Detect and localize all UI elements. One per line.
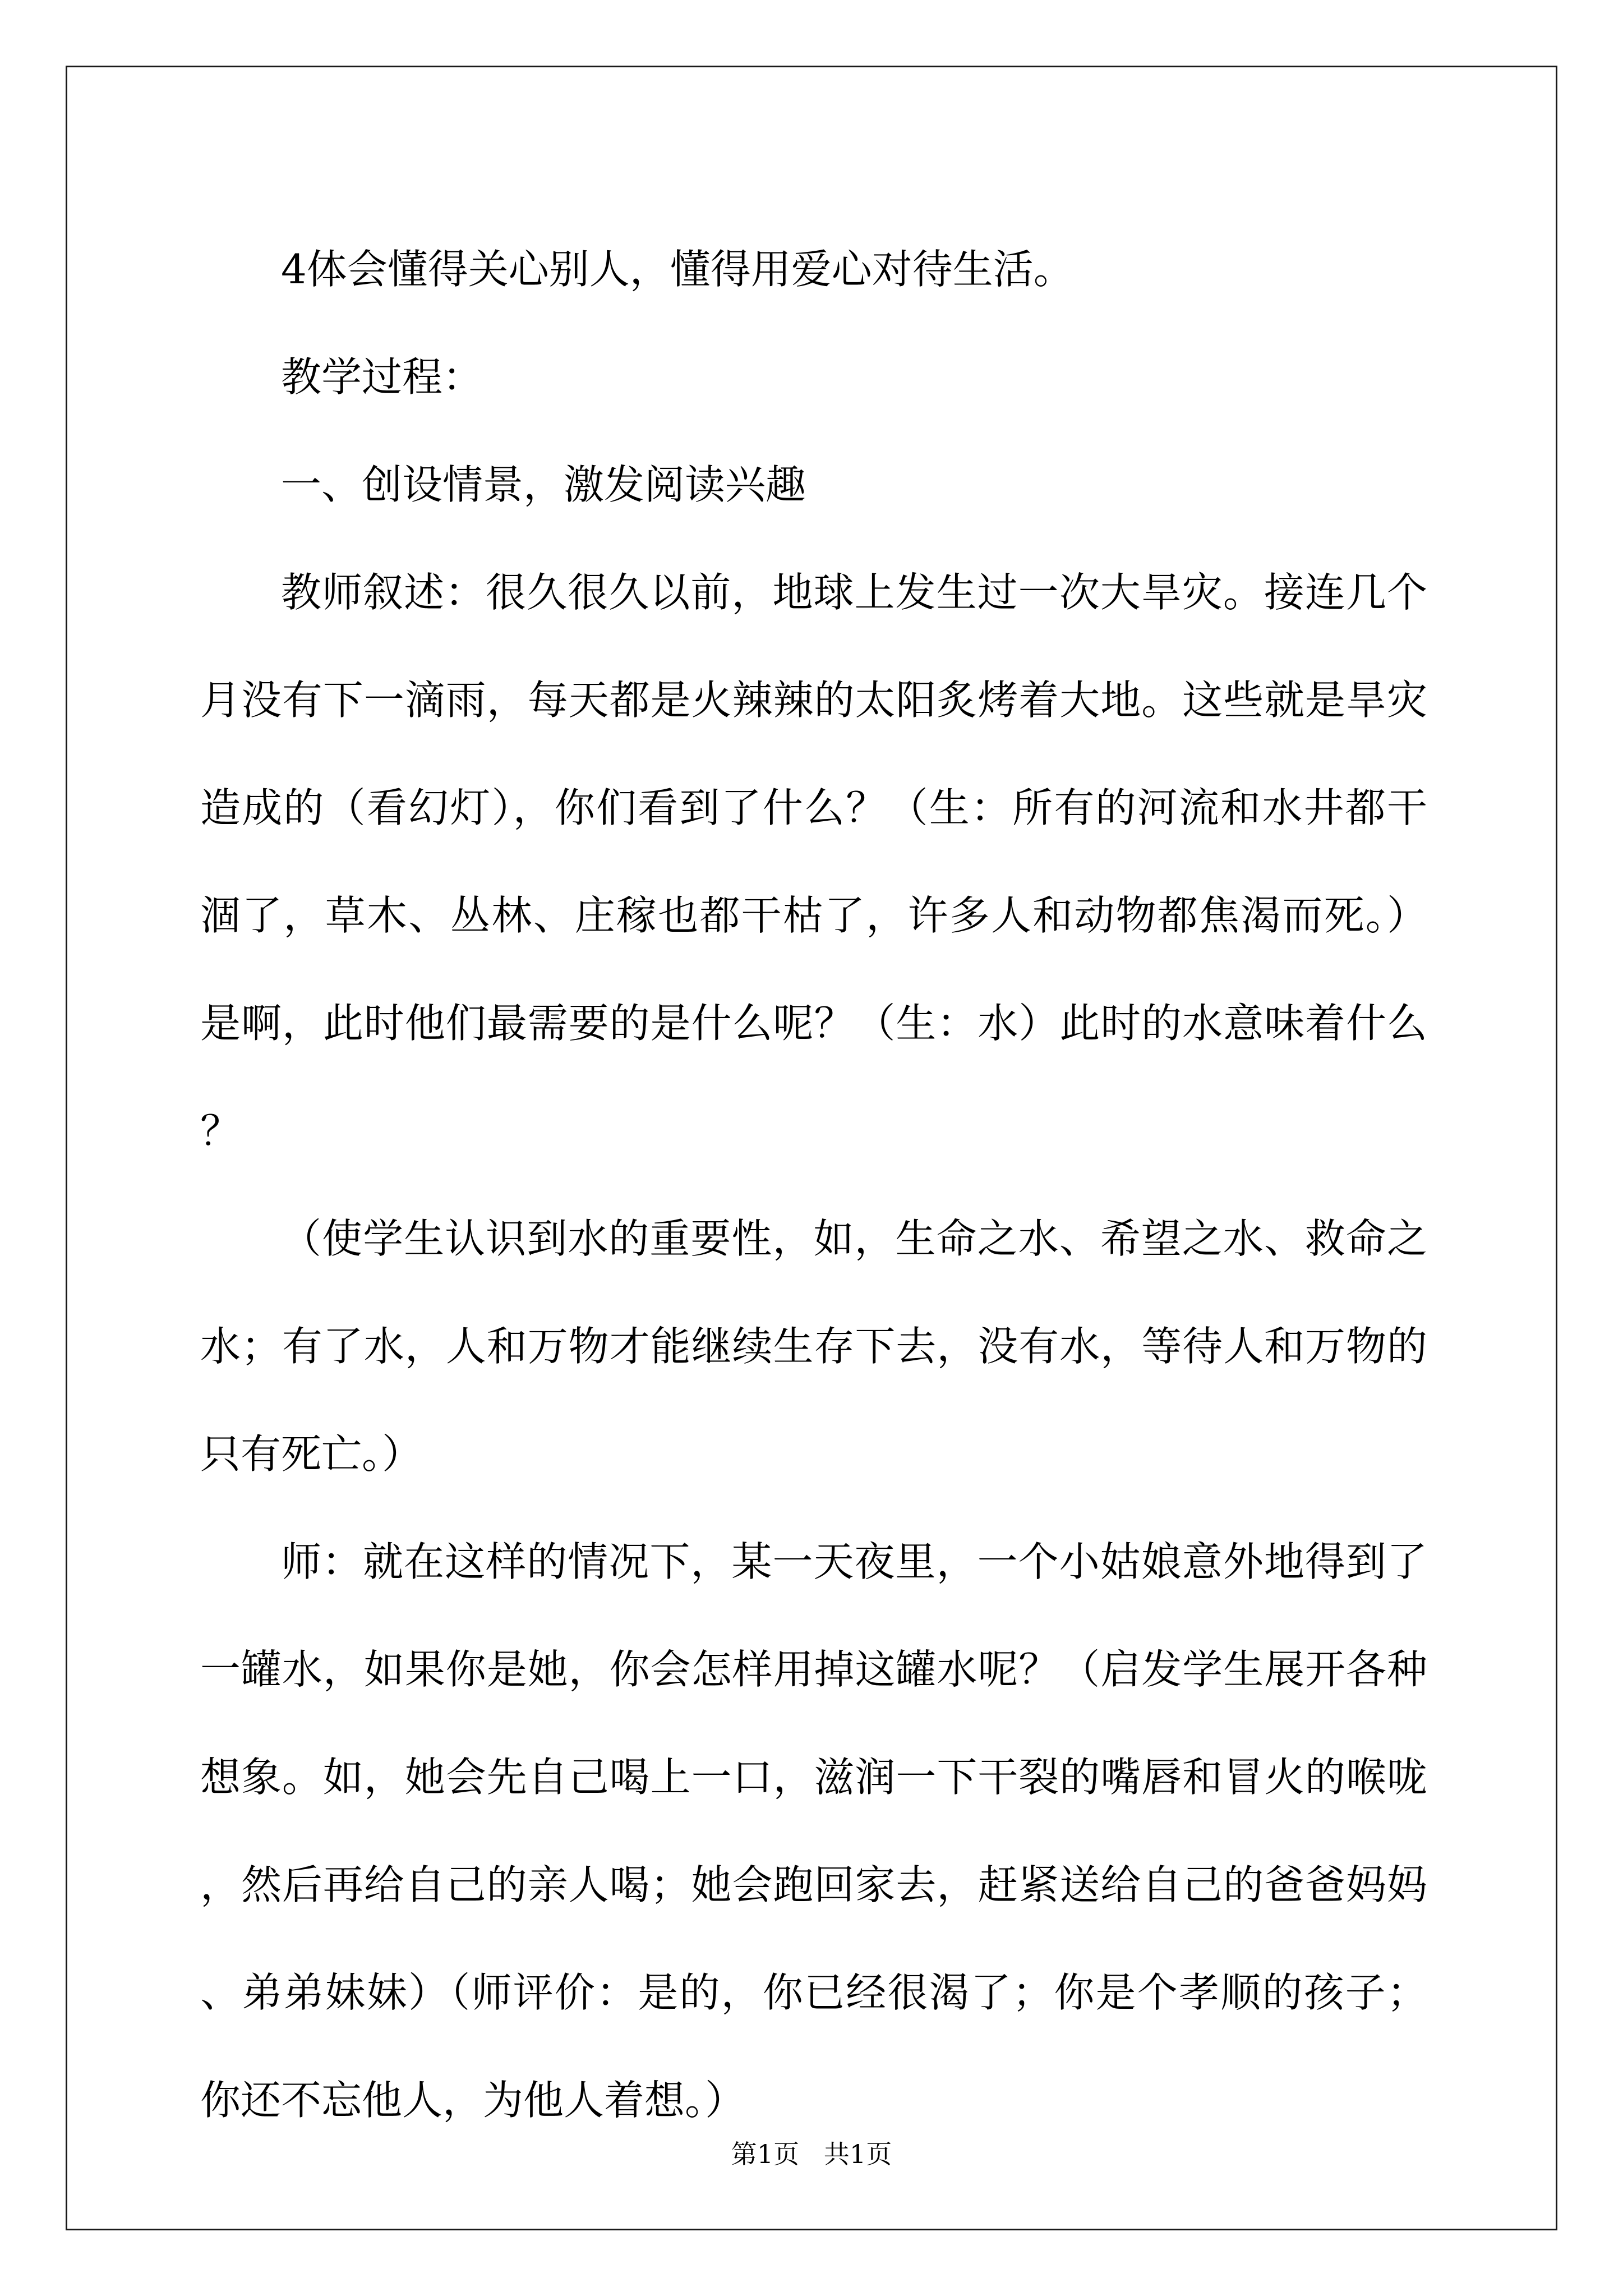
objective-paragraph: 4体会懂得关心别人，懂得用爱心对待生活。 xyxy=(281,246,1074,293)
teacher-narration-paragraph: 教师叙述：很久很久以前，地球上发生过一次大旱灾。接连几个月没有下一滴雨，每天都是火辣辣的太阳炙烤着大地。这些就是旱灾造成的（看幻灯），你们看到了什么？（生：所有的河流和水井都干涸了，草木、丛林、庄稼也都干枯了，许多人和动物都焦渴而死。）是啊，此时他们最需要的是什么呢？（生：水）此时的水意味着什么？ xyxy=(200,569,1427,1154)
water-importance-paragraph: （使学生认识到水的重要性，如，生命之水、希望之水、救命之水；有了水，人和万物才能继续生存下去，没有水，等待人和万物的只有死亡。） xyxy=(200,1215,1427,1478)
section-heading-step-one: 一、创设情景，激发阅读兴趣 xyxy=(281,461,806,508)
teacher-question-paragraph: 师：就在这样的情况下，某一天夜里，一个小姑娘意外地得到了一罐水，如果你是她，你会怎样用掉这罐水呢？（启发学生展开各种想象。如，她会先自己喝上一口，滋润一下干裂的嘴唇和冒火的喉咙，然后再给自己的亲人喝；她会跑回家去，赶紧送给自己的爸爸妈妈、弟弟妹妹）（师评价：是的，你已经很渴了；你是个孝顺的孩子；你还不忘他人，为他人着想。） xyxy=(200,1538,1427,2124)
page-number-footer: 第1页 共1页 xyxy=(731,2139,892,2169)
document-body xyxy=(200,215,1427,2154)
section-heading-process: 教学过程： xyxy=(281,353,483,401)
